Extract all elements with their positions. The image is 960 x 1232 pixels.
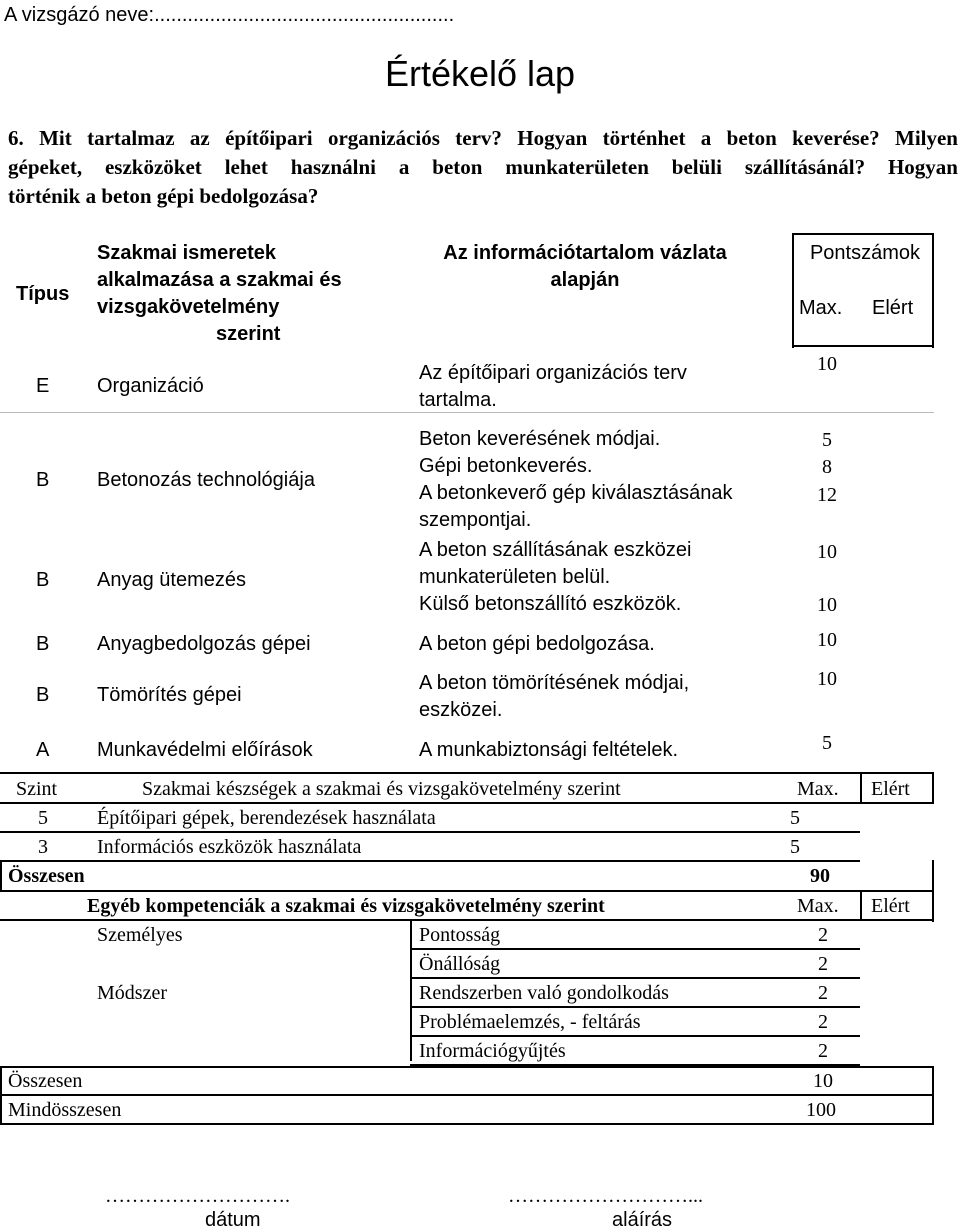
col-header-info-1: Az információtartalom vázlata bbox=[443, 242, 727, 264]
row-tomorites-name: Tömörítés gépei bbox=[97, 684, 242, 706]
row-anyag-max-2: 10 bbox=[817, 594, 837, 616]
other-col-elert: Elért bbox=[871, 895, 910, 917]
col-header-szakmai-3: vizsgakövetelmény bbox=[97, 296, 280, 318]
row-anyag-info-1: A beton szállításának eszközei bbox=[419, 539, 692, 561]
row-tomorites-max: 10 bbox=[817, 668, 837, 690]
other-row-rendszer-max: 2 bbox=[818, 982, 828, 1004]
skills-col-szint: Szint bbox=[16, 778, 58, 800]
col-header-pontszamok: Pontszámok bbox=[809, 242, 921, 264]
row-anyag-tipus: B bbox=[36, 569, 50, 591]
other-col-max: Max. bbox=[797, 895, 839, 917]
row-betonozas-max-2: 8 bbox=[822, 456, 832, 478]
row-bedolgozas-name: Anyagbedolgozás gépei bbox=[97, 633, 311, 655]
row-anyag-info-3: Külső betonszállító eszközök. bbox=[419, 593, 682, 615]
skills-col-title: Szakmai készségek a szakmai és vizsgakövetelmény szerint bbox=[142, 778, 621, 800]
row-bedolgozas-max: 10 bbox=[817, 629, 837, 651]
examinee-name-label: A vizsgázó neve:...................................................... bbox=[4, 4, 455, 26]
question-line-2: gépeket, eszközöket lehet használni a beton munkaterületen belüli szállításánál? Hogyan bbox=[8, 155, 958, 179]
date-label: dátum bbox=[205, 1209, 261, 1231]
page-title: Értékelő lap bbox=[384, 53, 576, 94]
other-row-informacio: Információgyűjtés bbox=[419, 1040, 566, 1062]
skills-row-1-max: 5 bbox=[790, 807, 800, 829]
row-tomorites-tipus: B bbox=[36, 684, 50, 706]
row-organizacio-name: Organizáció bbox=[97, 375, 204, 397]
question-line-1: 6. Mit tartalmaz az építőipari organizációs terv? Hogyan történhet a beton keverése? Milyen bbox=[8, 126, 958, 150]
other-col-title: Egyéb kompetenciák a szakmai és vizsgakövetelmény szerint bbox=[87, 895, 605, 917]
col-header-tipus: Típus bbox=[16, 283, 70, 305]
row-anyag-max-1: 10 bbox=[817, 541, 837, 563]
other-total-max: 10 bbox=[813, 1070, 833, 1092]
row-munkavedelem-name: Munkavédelmi előírások bbox=[97, 739, 313, 761]
row-munkavedelem-tipus: A bbox=[36, 739, 50, 761]
row-betonozas-info-3: A betonkeverő gép kiválasztásának bbox=[419, 482, 733, 504]
other-row-problema-max: 2 bbox=[818, 1011, 828, 1033]
row-tomorites-info-2: eszközei. bbox=[419, 699, 503, 721]
skills-row-2-max: 5 bbox=[790, 836, 800, 858]
signature-dots: ………………………... bbox=[508, 1185, 703, 1207]
row-organizacio-info-2: tartalma. bbox=[419, 389, 497, 411]
grand-total-label: Mindösszesen bbox=[8, 1099, 122, 1121]
skills-row-1-szint: 5 bbox=[38, 807, 48, 829]
row-bedolgozas-tipus: B bbox=[36, 633, 50, 655]
col-header-szakmai-4: szerint bbox=[216, 323, 281, 345]
row-tomorites-info-1: A beton tömörítésének módjai, bbox=[419, 672, 690, 694]
skills-row-2-szint: 3 bbox=[38, 836, 48, 858]
row-anyag-info-2: munkaterületen belül. bbox=[419, 566, 611, 588]
row-anyag-name: Anyag ütemezés bbox=[97, 569, 246, 591]
date-dots: ………………………. bbox=[105, 1185, 290, 1207]
other-row-informacio-max: 2 bbox=[818, 1040, 828, 1062]
row-bedolgozas-info-1: A beton gépi bedolgozása. bbox=[419, 633, 655, 655]
question-line-3: történik a beton gépi bedolgozása? bbox=[8, 184, 319, 208]
grand-total-max: 100 bbox=[806, 1099, 836, 1121]
other-row-onallosag: Önállóság bbox=[419, 953, 501, 975]
row-betonozas-info-2: Gépi betonkeverés. bbox=[419, 455, 593, 477]
other-group-szemelyes: Személyes bbox=[97, 924, 183, 946]
skills-col-max: Max. bbox=[797, 778, 839, 800]
col-header-szakmai-1: Szakmai ismeretek bbox=[97, 242, 277, 264]
row-betonozas-max-1: 5 bbox=[822, 429, 832, 451]
other-total-label: Összesen bbox=[8, 1070, 83, 1092]
other-row-problema: Problémaelemzés, - feltárás bbox=[419, 1011, 641, 1033]
skills-row-2-name: Információs eszközök használata bbox=[97, 836, 362, 858]
signature-label: aláírás bbox=[612, 1209, 673, 1231]
row-munkavedelem-info-1: A munkabiztonsági feltételek. bbox=[419, 739, 679, 761]
skills-col-elert: Elért bbox=[871, 778, 910, 800]
other-group-modszer: Módszer bbox=[97, 982, 167, 1004]
row-organizacio-tipus: E bbox=[36, 375, 50, 397]
col-header-info-2: alapján bbox=[550, 269, 620, 291]
row-organizacio-info-1: Az építőipari organizációs terv bbox=[419, 362, 687, 384]
skills-total-label: Összesen bbox=[8, 865, 85, 887]
skills-row-1-name: Építőipari gépek, berendezések használata bbox=[97, 807, 436, 829]
row-betonozas-name: Betonozás technológiája bbox=[97, 469, 315, 491]
col-header-szakmai-2: alkalmazása a szakmai és bbox=[97, 269, 342, 291]
col-header-max: Max. bbox=[799, 297, 843, 319]
other-row-rendszer: Rendszerben való gondolkodás bbox=[419, 982, 669, 1004]
row-betonozas-info-4: szempontjai. bbox=[419, 509, 532, 531]
row-betonozas-max-3: 12 bbox=[817, 484, 837, 506]
other-row-pontossag: Pontosság bbox=[419, 924, 501, 946]
col-header-elert: Elért bbox=[872, 297, 914, 319]
row-betonozas-info-1: Beton keverésének módjai. bbox=[419, 428, 661, 450]
skills-total-max: 90 bbox=[810, 865, 830, 887]
other-row-pontossag-max: 2 bbox=[818, 924, 828, 946]
row-betonozas-tipus: B bbox=[36, 469, 50, 491]
row-organizacio-max: 10 bbox=[817, 353, 837, 375]
row-munkavedelem-max: 5 bbox=[822, 732, 832, 754]
other-row-onallosag-max: 2 bbox=[818, 953, 828, 975]
